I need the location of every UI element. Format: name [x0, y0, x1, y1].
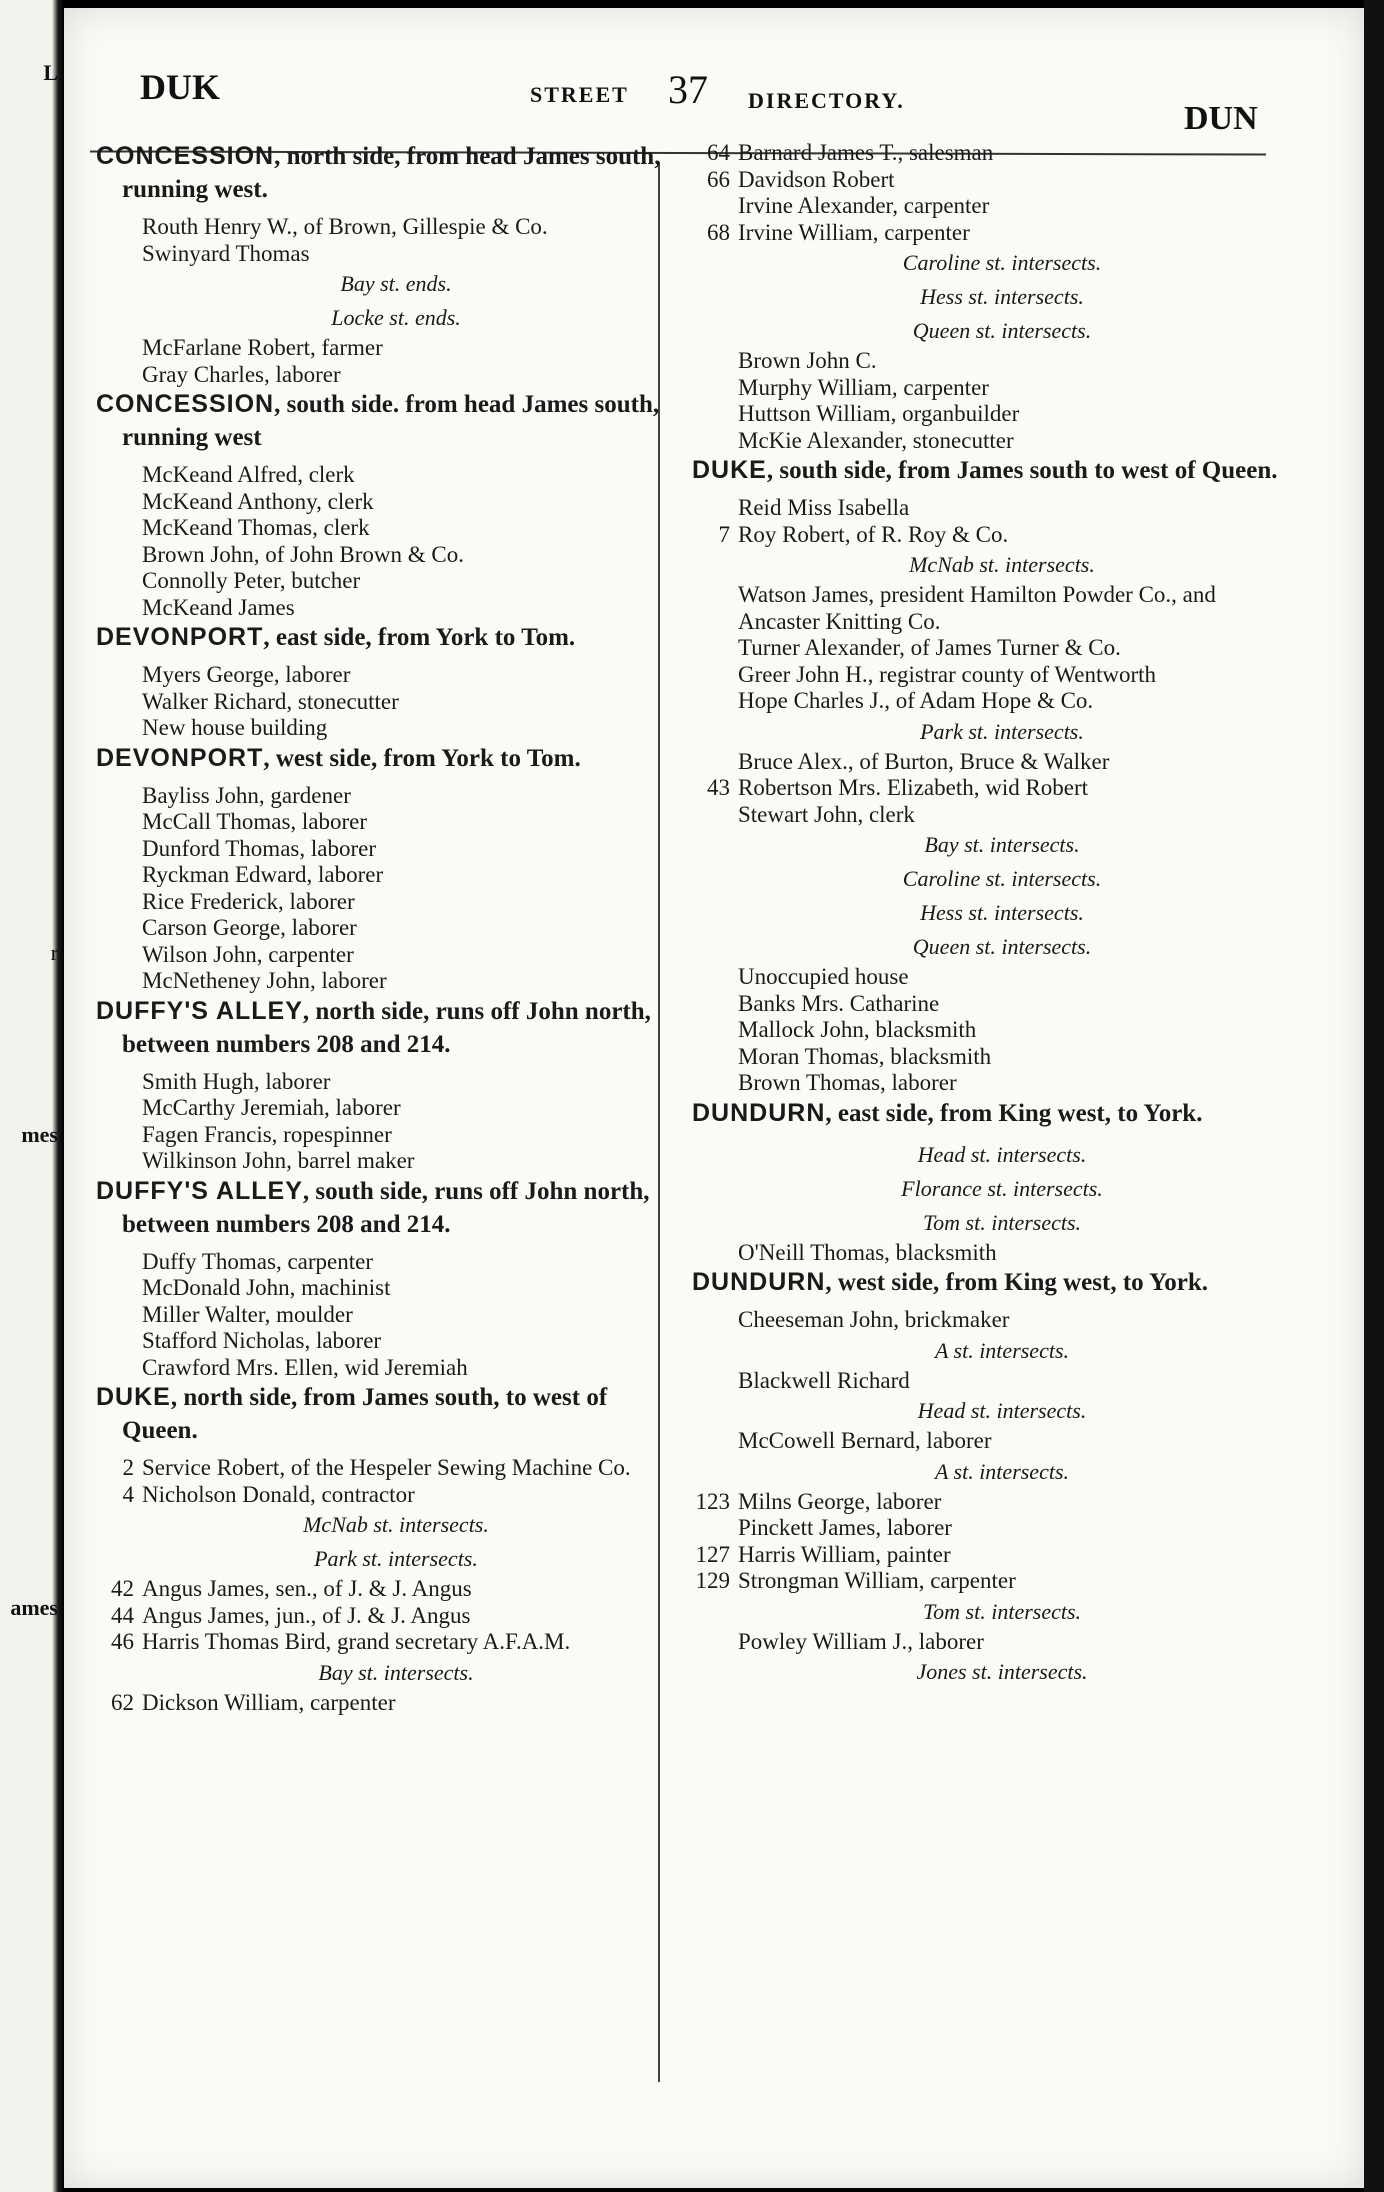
resident-name: McDonald John, machinist: [142, 1275, 391, 1300]
street-heading: [96, 388, 676, 454]
entry-list: [96, 214, 676, 388]
resident-entry: [692, 1240, 1292, 1267]
resident-name: Irvine Alexander, carpenter: [738, 193, 990, 218]
street-heading: [692, 1097, 1292, 1130]
house-number: 123: [695, 1488, 730, 1514]
resident-name: McCall Thomas, laborer: [142, 809, 368, 834]
resident-entry: [692, 582, 1292, 635]
resident-name: McFarlane Robert, farmer: [142, 335, 383, 360]
house-number: 64: [707, 140, 730, 165]
resident-name: Harris William, painter: [738, 1541, 951, 1567]
resident-entry: [96, 1328, 676, 1355]
resident-entry: [96, 809, 676, 836]
resident-name: Dickson William, carpenter: [142, 1689, 396, 1715]
resident-name: McKeand Alfred, clerk: [142, 462, 355, 487]
resident-name: Carson George, laborer: [142, 915, 357, 940]
resident-name: Pinckett James, laborer: [738, 1515, 952, 1540]
resident-name: Reid Miss Isabella: [738, 495, 910, 520]
street-heading: [96, 621, 676, 654]
resident-name: Roy Robert, of R. Roy & Co.: [738, 521, 1009, 547]
cross-street-note: Hess st. intersects.: [920, 900, 1084, 925]
street-description: , west side, from York to Tom.: [263, 744, 581, 772]
resident-entry: [692, 1489, 1292, 1516]
resident-name: Mallock John, blacksmith: [738, 1017, 977, 1042]
resident-entry: [692, 220, 1292, 247]
house-number: 127: [695, 1541, 730, 1567]
resident-name: Irvine William, carpenter: [738, 219, 970, 245]
house-number: 44: [111, 1602, 134, 1628]
resident-entry: [96, 1355, 676, 1382]
resident-name: Miller Walter, moulder: [142, 1301, 353, 1327]
cross-street-note: A st. intersects.: [934, 1337, 1070, 1363]
house-number: 68: [707, 219, 730, 245]
resident-entry: [96, 942, 676, 969]
resident-name: Bruce Alex., of Burton, Bruce & Walker: [738, 748, 1110, 774]
street-name: DUKE: [96, 1383, 171, 1411]
resident-entry: [692, 522, 1292, 549]
resident-name: Connolly Peter, butcher: [142, 568, 361, 593]
resident-entry: [96, 214, 676, 241]
resident-entry: [96, 715, 676, 742]
resident-entry: [692, 749, 1292, 776]
cross-street-note: Head st. intersects.: [917, 1398, 1087, 1423]
street-heading: [692, 454, 1292, 487]
street-section: [692, 454, 1292, 1097]
resident-name: Robertson Mrs. Elizabeth, wid Robert: [738, 775, 1089, 800]
resident-name: McKeand Anthony, clerk: [142, 488, 374, 514]
resident-name: Walker Richard, stonecutter: [142, 688, 399, 714]
resident-entry: [692, 1428, 1292, 1455]
resident-entry: [692, 635, 1292, 662]
resident-name: Fagen Francis, ropespinner: [142, 1121, 392, 1147]
resident-name: Rice Frederick, laborer: [142, 888, 355, 914]
resident-entry: [96, 1249, 676, 1276]
street-section: [96, 1381, 676, 1716]
resident-entry: [96, 1302, 676, 1329]
street-name: DEVONPORT: [96, 623, 264, 651]
entry-list: [96, 1069, 676, 1175]
resident-entry: [692, 688, 1292, 715]
resident-entry: [96, 241, 676, 268]
house-number: 42: [111, 1576, 134, 1601]
house-number: 62: [111, 1689, 134, 1715]
resident-name: Hope Charles J., of Adam Hope & Co.: [738, 688, 1094, 713]
entry-list: [692, 495, 1292, 1097]
street-section: [692, 1266, 1292, 1689]
resident-entry: [96, 1455, 676, 1482]
cross-street-note: Tom st. intersects.: [922, 1209, 1082, 1235]
entry-list: [96, 462, 676, 621]
resident-entry: [96, 489, 676, 516]
cross-street-note: Caroline st. intersects.: [902, 250, 1102, 275]
resident-entry: [96, 915, 676, 942]
resident-name: Brown John, of John Brown & Co.: [142, 541, 465, 567]
resident-name: Swinyard Thomas: [142, 240, 310, 266]
resident-name: Gray Charles, laborer: [142, 361, 341, 387]
cross-street-note: Queen st. intersects.: [912, 318, 1092, 343]
resident-entry: [96, 1148, 676, 1175]
resident-entry: [96, 1690, 676, 1717]
street-section: [96, 621, 676, 742]
resident-entry: [692, 1017, 1292, 1044]
street-section: [96, 140, 676, 388]
street-description: , east side, from York to Tom.: [263, 624, 576, 651]
cross-street-note: Queen st. intersects.: [912, 934, 1092, 959]
street-name: DUNDURN: [692, 1268, 826, 1296]
resident-name: Stewart John, clerk: [738, 801, 915, 827]
resident-name: Wilkinson John, barrel maker: [142, 1148, 415, 1173]
resident-name: Routh Henry W., of Brown, Gillespie & Co.: [142, 214, 548, 239]
cross-street-note: Locke st. ends.: [331, 305, 461, 330]
resident-entry: [692, 375, 1292, 402]
street-section: [96, 388, 676, 621]
street-heading: [96, 140, 676, 206]
resident-name: McCowell Bernard, laborer: [738, 1428, 992, 1453]
street-heading: [96, 1175, 676, 1241]
cross-street-note: Jones st. intersects.: [916, 1659, 1088, 1684]
cross-street-note: Bay st. intersects.: [924, 832, 1080, 857]
house-number: 43: [707, 775, 730, 800]
resident-entry: [96, 1095, 676, 1122]
resident-entry: [692, 495, 1292, 522]
resident-entry: [96, 1576, 676, 1603]
entry-list: [96, 662, 676, 742]
street-name: CONCESSION: [96, 142, 275, 170]
cross-street-note: Tom st. intersects.: [922, 1598, 1082, 1624]
street-heading: [692, 1266, 1292, 1299]
cross-street-note: McNab st. intersects.: [909, 552, 1095, 577]
header-right-guide: DUN: [1184, 100, 1258, 137]
resident-entry: [96, 1275, 676, 1302]
resident-name: Harris Thomas Bird, grand secretary A.F.A.M.: [142, 1629, 571, 1654]
resident-name: Bayliss John, gardener: [142, 782, 351, 808]
resident-entry: [692, 428, 1292, 455]
street-section: [96, 1175, 676, 1382]
resident-entry: [96, 335, 676, 362]
resident-name: Nicholson Donald, contractor: [142, 1481, 415, 1507]
resident-name: Wilson John, carpenter: [142, 941, 354, 967]
resident-entry: [692, 1307, 1292, 1334]
cross-street-note: Park st. intersects.: [920, 718, 1084, 744]
street-name: DUFFY'S ALLEY: [96, 1176, 303, 1205]
resident-name: McCarthy Jeremiah, laborer: [142, 1095, 401, 1120]
strip-text-mid3: ames: [10, 1595, 58, 1620]
right-column: [692, 140, 1292, 1689]
resident-name: Moran Thomas, blacksmith: [738, 1043, 992, 1069]
resident-name: Strongman William, carpenter: [738, 1568, 1016, 1593]
resident-entry: [692, 1368, 1292, 1395]
resident-entry: [692, 140, 1292, 167]
street-description: , east side, from King west, to York.: [825, 1099, 1203, 1127]
strip-text-mid1: r: [50, 940, 58, 965]
street-name: DUNDURN: [692, 1098, 826, 1127]
resident-entry: [96, 1629, 676, 1656]
resident-entry: [96, 862, 676, 889]
resident-name: O'Neill Thomas, blacksmith: [738, 1239, 997, 1265]
resident-entry: [692, 348, 1292, 375]
cross-street-note: Hess st. intersects.: [920, 284, 1084, 309]
resident-entry: [96, 542, 676, 569]
street-heading: [96, 742, 676, 775]
resident-name: Brown Thomas, laborer: [738, 1070, 957, 1095]
page-number: 37: [668, 67, 708, 112]
resident-entry: [692, 1070, 1292, 1097]
resident-name: Davidson Robert: [738, 166, 895, 192]
resident-name: McKie Alexander, stonecutter: [738, 427, 1014, 453]
resident-entry: [692, 1515, 1292, 1542]
resident-entry: [692, 662, 1292, 689]
resident-name: McNetheney John, laborer: [142, 968, 387, 993]
resident-name: Smith Hugh, laborer: [142, 1068, 331, 1094]
cross-street-note: A st. intersects.: [934, 1458, 1070, 1484]
resident-name: Milns George, laborer: [738, 1488, 942, 1514]
left-column: [96, 140, 676, 1716]
resident-entry: [96, 462, 676, 489]
resident-entry: [692, 775, 1292, 802]
street-section: [692, 1097, 1292, 1267]
resident-name: New house building: [142, 715, 328, 740]
house-number: 46: [111, 1629, 134, 1654]
header-street-word: STREET: [530, 82, 629, 107]
street-section: [692, 140, 1292, 454]
resident-name: Blackwell Richard: [738, 1367, 910, 1393]
street-name: DUKE: [692, 456, 767, 484]
resident-entry: [96, 662, 676, 689]
street-heading: [96, 1381, 676, 1447]
resident-entry: [96, 568, 676, 595]
cross-street-note: Bay st. ends.: [340, 271, 452, 296]
resident-name: Ryckman Edward, laborer: [142, 862, 384, 887]
resident-name: Dunford Thomas, laborer: [142, 835, 376, 861]
resident-entry: [692, 193, 1292, 220]
resident-entry: [96, 783, 676, 810]
entry-list: [96, 783, 676, 995]
street-description: , south side. from head James south, running west: [122, 391, 660, 451]
resident-entry: [692, 401, 1292, 428]
strip-text-top: L: [43, 60, 58, 85]
cross-street-note: Park st. intersects.: [314, 1546, 478, 1571]
resident-name: Powley William J., laborer: [738, 1628, 984, 1654]
resident-entry: [692, 991, 1292, 1018]
resident-name: Stafford Nicholas, laborer: [142, 1328, 382, 1353]
resident-name: Duffy Thomas, carpenter: [142, 1248, 373, 1274]
street-description: , north side, from James south, to west of Queen.: [122, 1384, 608, 1444]
resident-entry: [96, 689, 676, 716]
resident-name: Crawford Mrs. Ellen, wid Jeremiah: [142, 1354, 468, 1380]
cross-street-note: McNab st. intersects.: [303, 1512, 489, 1537]
resident-entry: [96, 1603, 676, 1630]
resident-entry: [692, 1568, 1292, 1595]
resident-name: Barnard James T., salesman: [738, 140, 994, 165]
resident-entry: [96, 1122, 676, 1149]
resident-name: Brown John C.: [738, 348, 877, 373]
resident-name: Huttson William, organbuilder: [738, 401, 1020, 426]
resident-entry: [96, 1482, 676, 1509]
resident-entry: [96, 889, 676, 916]
entry-list: [96, 1455, 676, 1716]
strip-text-mid2: mes: [21, 1122, 58, 1147]
resident-entry: [96, 515, 676, 542]
resident-name: Banks Mrs. Catharine: [738, 990, 940, 1016]
house-number: 4: [122, 1481, 134, 1507]
resident-entry: [692, 167, 1292, 194]
resident-name: Service Robert, of the Hespeler Sewing Machine Co.: [142, 1455, 631, 1480]
adjacent-page-strip: [0, 0, 64, 2192]
street-description: , north side, runs off John north, between numbers 208 and 214.: [122, 997, 651, 1058]
street-description: , south side, runs off John north, between numbers 208 and 214.: [122, 1177, 650, 1238]
entry-list: [96, 1249, 676, 1382]
entry-list: [692, 140, 1292, 454]
resident-name: Murphy William, carpenter: [738, 374, 989, 400]
street-name: DUFFY'S ALLEY: [96, 996, 303, 1025]
street-description: , west side, from King west, to York.: [825, 1269, 1208, 1296]
street-description: , north side, from head James south, running west.: [122, 143, 661, 203]
street-section: [96, 742, 676, 995]
resident-entry: [96, 836, 676, 863]
street-description: , south side, from James south to west of Queen.: [766, 457, 1278, 484]
header-directory-word: DIRECTORY.: [748, 88, 905, 113]
cross-street-note: Caroline st. intersects.: [902, 866, 1102, 891]
resident-entry: [692, 1629, 1292, 1656]
resident-name: Angus James, jun., of J. & J. Angus: [142, 1602, 471, 1628]
entry-list: [692, 1307, 1292, 1689]
resident-name: Cheeseman John, brickmaker: [738, 1307, 1010, 1332]
resident-name: Unoccupied house: [738, 964, 909, 989]
house-number: 129: [695, 1568, 730, 1593]
resident-entry: [692, 1044, 1292, 1071]
resident-name: Turner Alexander, of James Turner & Co.: [738, 635, 1121, 660]
resident-entry: [692, 964, 1292, 991]
resident-name: Greer John H., registrar county of Wentworth: [738, 661, 1156, 687]
street-heading: [96, 995, 676, 1061]
resident-name: Angus James, sen., of J. & J. Angus: [142, 1576, 472, 1601]
resident-entry: [692, 1542, 1292, 1569]
resident-entry: [692, 802, 1292, 829]
resident-entry: [96, 1069, 676, 1096]
page-edge: [1364, 0, 1384, 2192]
house-number: 2: [122, 1455, 134, 1480]
cross-street-note: Bay st. intersects.: [318, 1659, 474, 1685]
resident-entry: [96, 362, 676, 389]
cross-street-note: Florance st. intersects.: [901, 1175, 1103, 1201]
house-number: 66: [707, 166, 730, 192]
street-section: [96, 995, 676, 1175]
resident-name: McKeand Thomas, clerk: [142, 515, 370, 540]
resident-name: Watson James, president Hamilton Powder Co., and Ancaster Knitting Co.: [738, 582, 1216, 634]
resident-name: McKeand James: [142, 594, 295, 620]
header-left-guide: DUK: [140, 67, 220, 107]
resident-name: Myers George, laborer: [142, 662, 351, 687]
entry-list: [692, 1138, 1292, 1267]
cross-street-note: Head st. intersects.: [917, 1141, 1087, 1167]
street-name: DEVONPORT: [96, 743, 264, 772]
resident-entry: [96, 595, 676, 622]
street-name: CONCESSION: [96, 390, 275, 418]
house-number: 7: [718, 521, 730, 547]
resident-entry: [96, 968, 676, 995]
